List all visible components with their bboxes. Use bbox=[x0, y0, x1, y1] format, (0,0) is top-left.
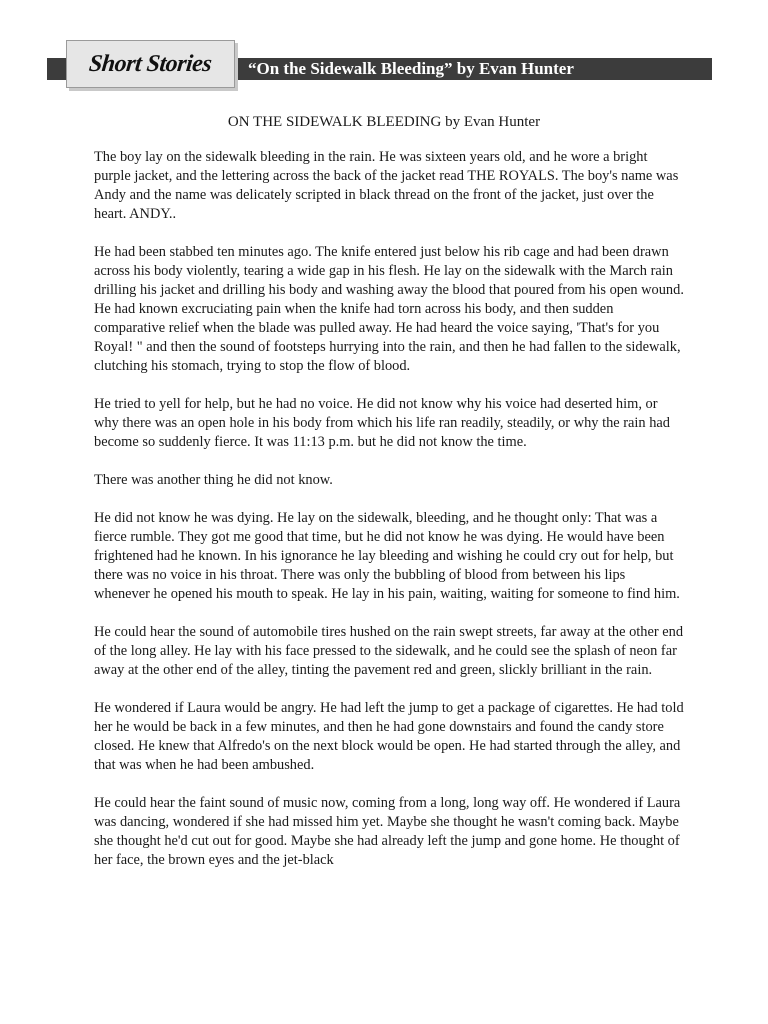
paragraph: He had been stabbed ten minutes ago. The knife entered just below his rib cage and had been drawn across his body violently, tearing a wide gap in his flesh. He lay on the sidewalk with the March rain drilling his jacket and drilling his body and washing away the blood that poured from his open wound. He had known excruciating pain when the knife had torn across his body, and then sudden comparative relief when the blade was pulled away. He had heard the voice saying, 'That's for you Royal! " and then the sound of footsteps hurrying into the rain, and then he had fallen to the sidewalk, clutching his stomach, trying to stop the flow of blood. bbox=[94, 244, 684, 374]
header-title: “On the Sidewalk Bleeding” by Evan Hunter bbox=[248, 59, 574, 78]
paragraph: There was another thing he did not know. bbox=[94, 472, 333, 488]
logo-text: Short Stories bbox=[88, 50, 214, 77]
story-body bbox=[94, 148, 684, 889]
paragraph: He could hear the faint sound of music now, coming from a long, long way off. He wondered if Laura was dancing, wondered if she had missed him yet. Maybe she thought he wasn't coming back. Maybe she thought he'd cut out for good. Maybe she had already left the jump and gone home. He thought of her face, the brown eyes and the jet-black bbox=[94, 795, 681, 868]
document-title: ON THE SIDEWALK BLEEDING by Evan Hunter bbox=[227, 114, 541, 130]
paragraph: He wondered if Laura would be angry. He had left the jump to get a package of cigarettes. He had told her he would be back in a few minutes, and then he had gone downstairs and found the candy store closed. He knew that Alfredo's on the next block would be open. He had started through the alley, and that was when he had been ambushed. bbox=[94, 700, 684, 773]
paragraph: He tried to yell for help, but he had no voice. He did not know why his voice had deserted him, or why there was an open hole in his body from which his life ran readily, steadily, or why the rain had become so suddenly fierce. It was 11:13 p.m. but he did not know the time. bbox=[94, 396, 671, 450]
paragraph: He did not know he was dying. He lay on the sidewalk, bleeding, and he thought only: That was a fierce rumble. They got me good that time, but he did not know he was dying. He would have been frightened had he known. In his ignorance he lay bleeding and wishing he could cry out for help, but there was no voice in his throat. There was only the bubbling of blood from between his lips whenever he opened his mouth to speak. He lay in his pain, waiting, waiting for someone to find him. bbox=[94, 510, 680, 602]
paragraph: He could hear the sound of automobile tires hushed on the rain swept streets, far away at the other end of the long alley. He lay with his face pressed to the sidewalk, and he could see the splash of neon far away at the other end of the alley, tinting the pavement red and green, slickly brilliant in the rain. bbox=[94, 624, 684, 678]
short-stories-logo bbox=[66, 40, 235, 88]
paragraph: The boy lay on the sidewalk bleeding in the rain. He was sixteen years old, and he wore a bright purple jacket, and the lettering across the back of the jacket read THE ROYALS. The boy's name was Andy and the name was delicately scripted in black thread on the front of the jacket, just over the heart. ANDY.. bbox=[94, 149, 679, 222]
